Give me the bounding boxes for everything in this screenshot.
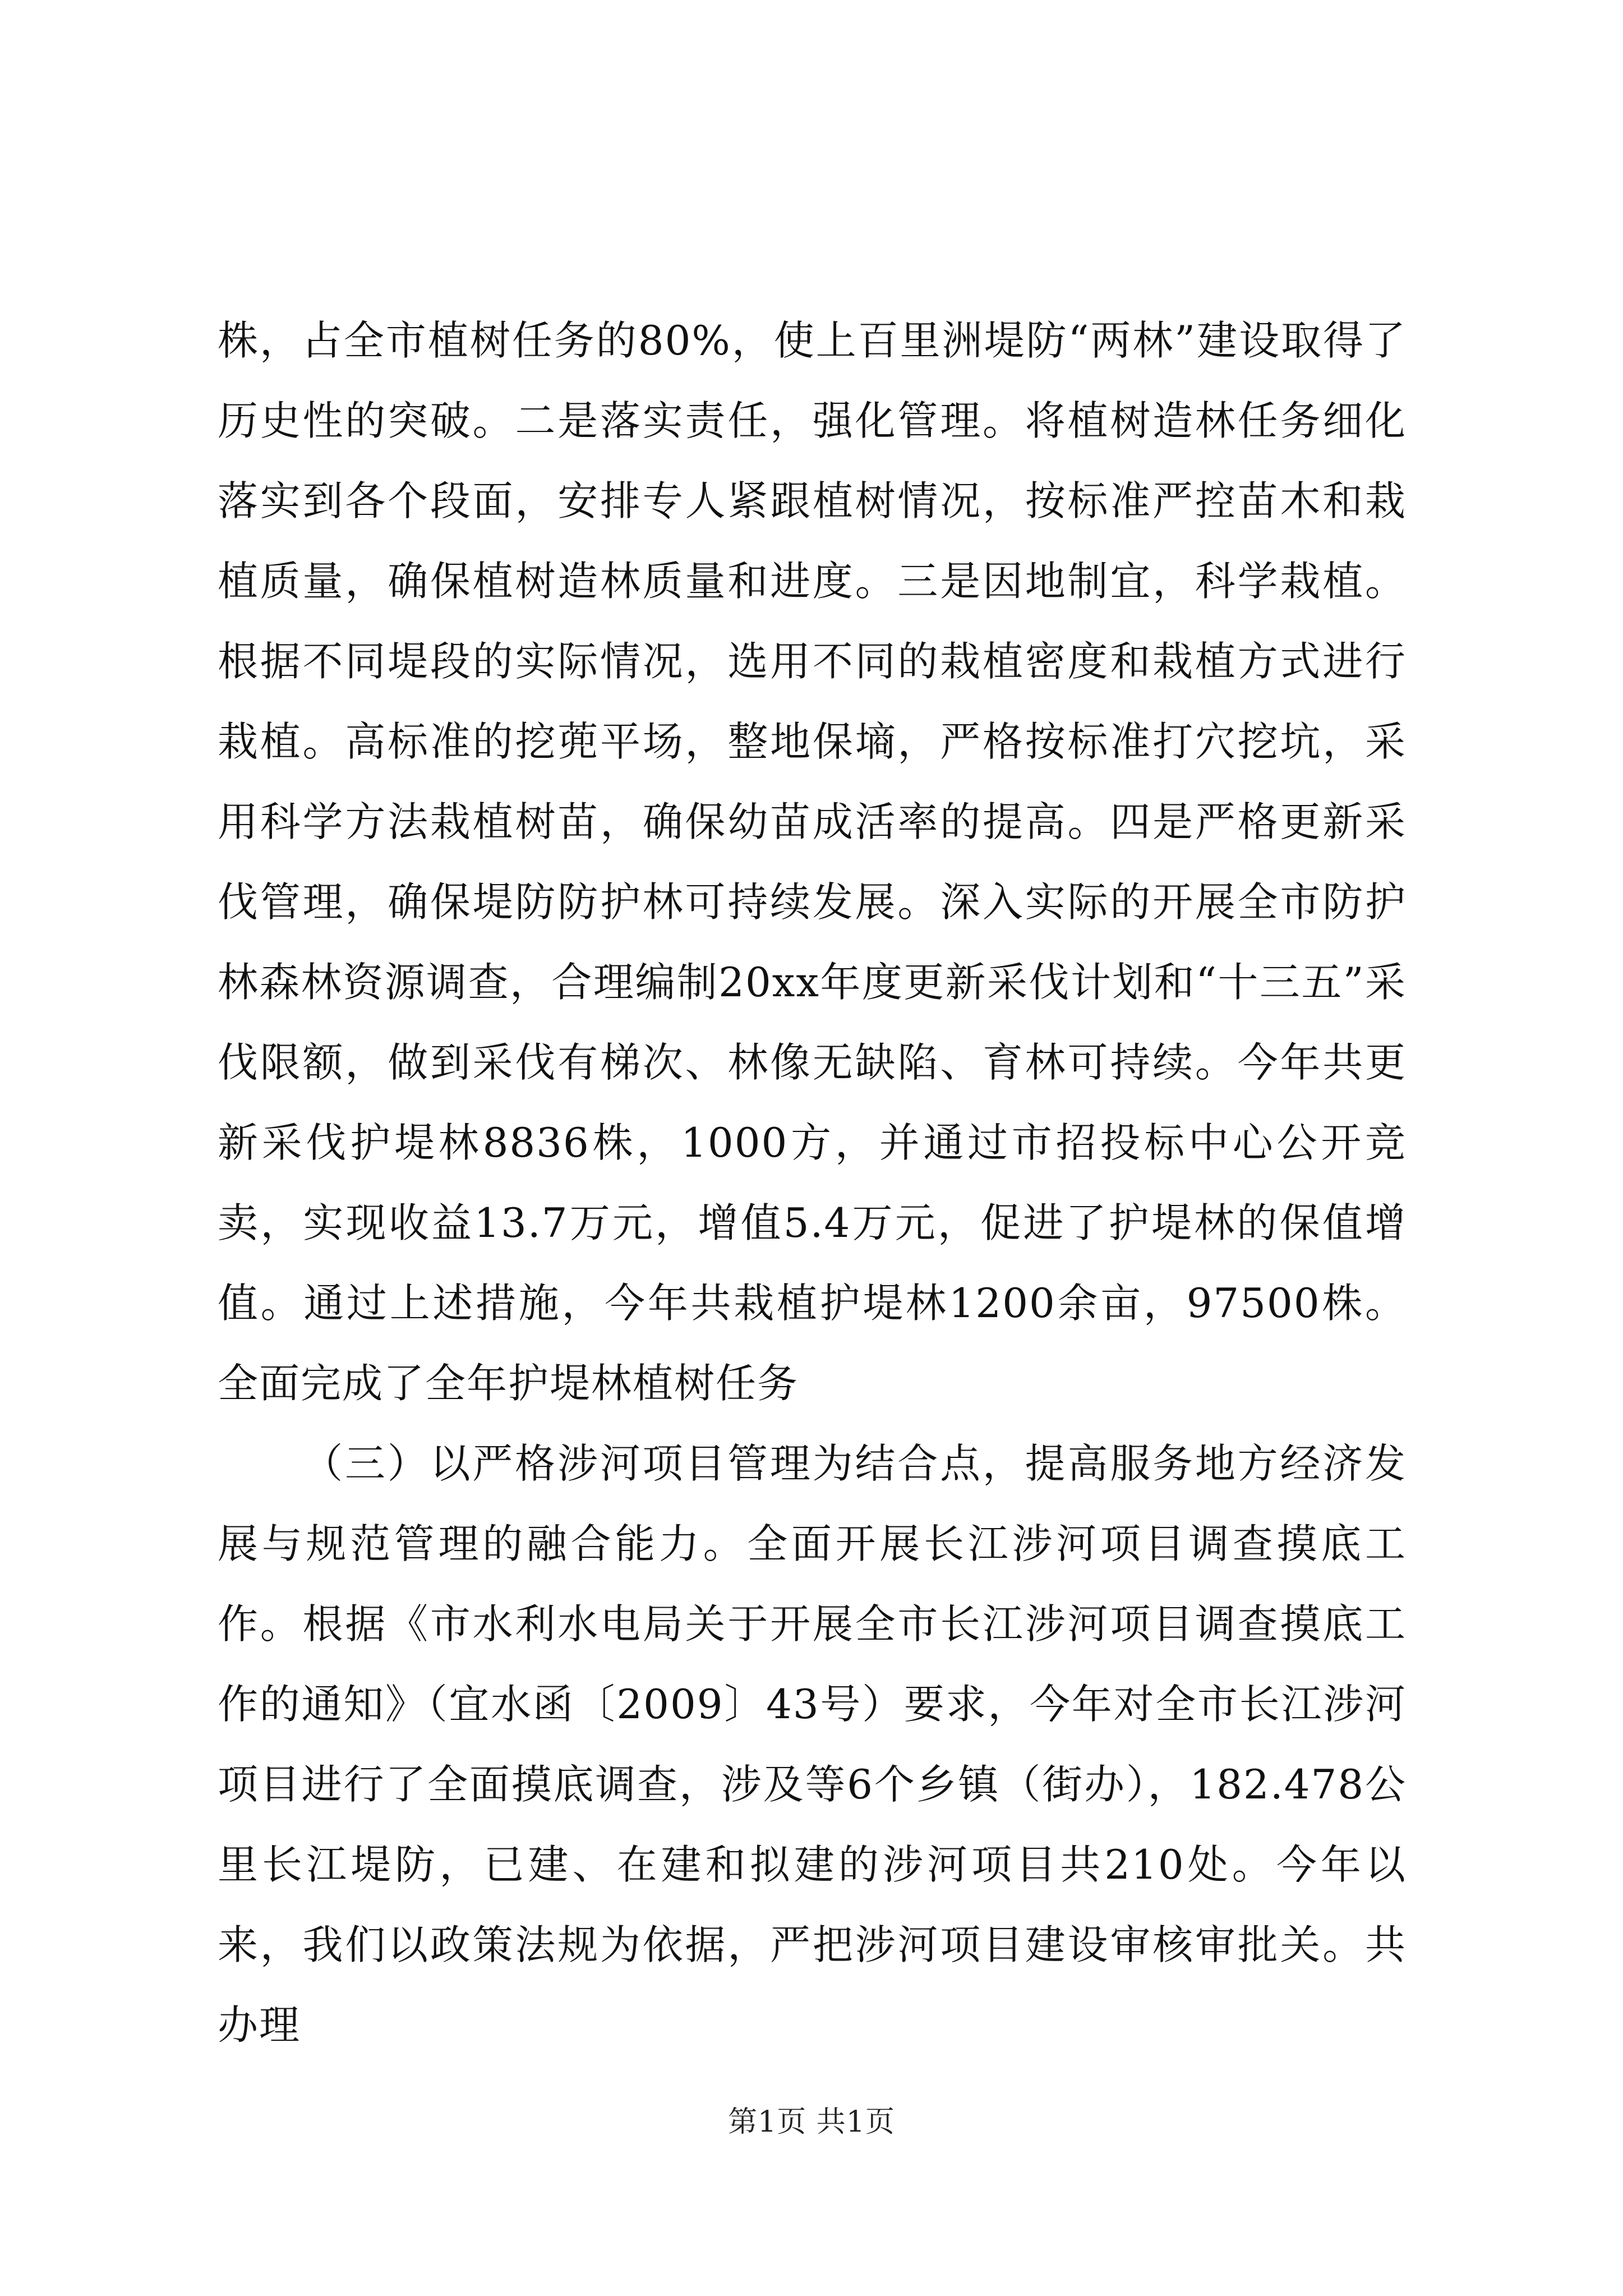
paragraph-1: 株，占全市植树任务的80%，使上百里洲堤防“两林”建设取得了历史性的突破。二是落实责任，强化管理。将植树造林任务细化落实到各个段面，安排专人紧跟植树情况，按标准严控苗木和栽植质量，确保植树造林质量和进度。三是因地制宜，科学栽植。根据不同堤段的实际情况，选用不同的栽植密度和栽植方式进行栽植。高标准的挖蔸平场，整地保墒，严格按标准打穴挖坑，采用科学方法栽植树苗，确保幼苗成活率的提高。四是严格更新采伐管理，确保堤防防护林可持续发展。深入实际的开展全市防护林森林资源调查，合理编制20xx年度更新采伐计划和“十三五”采伐限额，做到采伐有梯次、林像无缺陷、育林可持续。今年共更新采伐护堤林8836株，1000方，并通过市招投标中心公开竞卖，实现收益13.7万元，增值5.4万元，促进了护堤林的保值增值。通过上述措施，今年共栽植护堤林1200余亩，97500株。全面完成了全年护堤林植树任务 [218, 317, 1407, 1407]
body-text [218, 301, 1407, 2065]
paragraph-2: （三）以严格涉河项目管理为结合点，提高服务地方经济发展与规范管理的融合能力。全面开展长江涉河项目调查摸底工作。根据《市水利水电局关于开展全市长江涉河项目调查摸底工作的通知》（宜水函〔2009〕43号）要求，今年对全市长江涉河项目进行了全面摸底调查，涉及等6个乡镇（街办），182.478公里长江堤防，已建、在建和拟建的涉河项目共210处。今年以来，我们以政策法规为依据，严把涉河项目建设审核审批关。共办理 [218, 1440, 1407, 2049]
page-footer: 第1页 共1页 [728, 2105, 895, 2139]
